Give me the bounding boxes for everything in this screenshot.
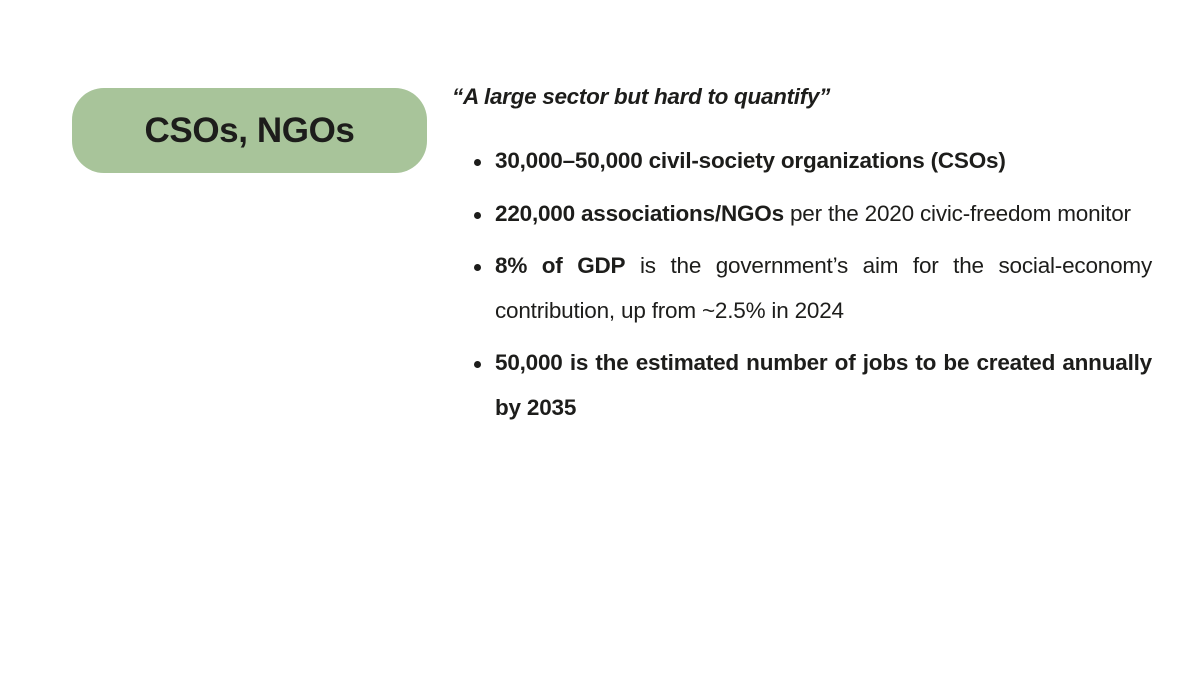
list-item xyxy=(452,139,1152,184)
bullet-bold-lead: 220,000 associations/NGOs xyxy=(495,200,784,226)
bullet-bold-lead: 8% of GDP xyxy=(495,253,626,279)
bullet-rest: per the 2020 civic-freedom monitor xyxy=(783,200,1131,226)
slide-content xyxy=(452,82,1152,431)
section-label-text: CSOs, NGOs xyxy=(144,111,355,150)
section-label-pill xyxy=(72,88,427,173)
slide-quote: “A large sector but hard to quantify” xyxy=(452,84,831,109)
list-item xyxy=(452,192,1152,237)
bullet-list xyxy=(452,139,1152,430)
list-item xyxy=(452,244,1152,333)
bullet-bold-lead: 50,000 is the estimated number of jobs to be created annually by 2035 xyxy=(495,350,1152,420)
bullet-rest: is the government’s aim for the social-economy contribution, up from ~2.5% in 2024 xyxy=(495,253,1152,323)
bullet-bold-lead: 30,000–50,000 civil-society organizations (CSOs) xyxy=(495,148,1006,174)
list-item xyxy=(452,341,1152,430)
